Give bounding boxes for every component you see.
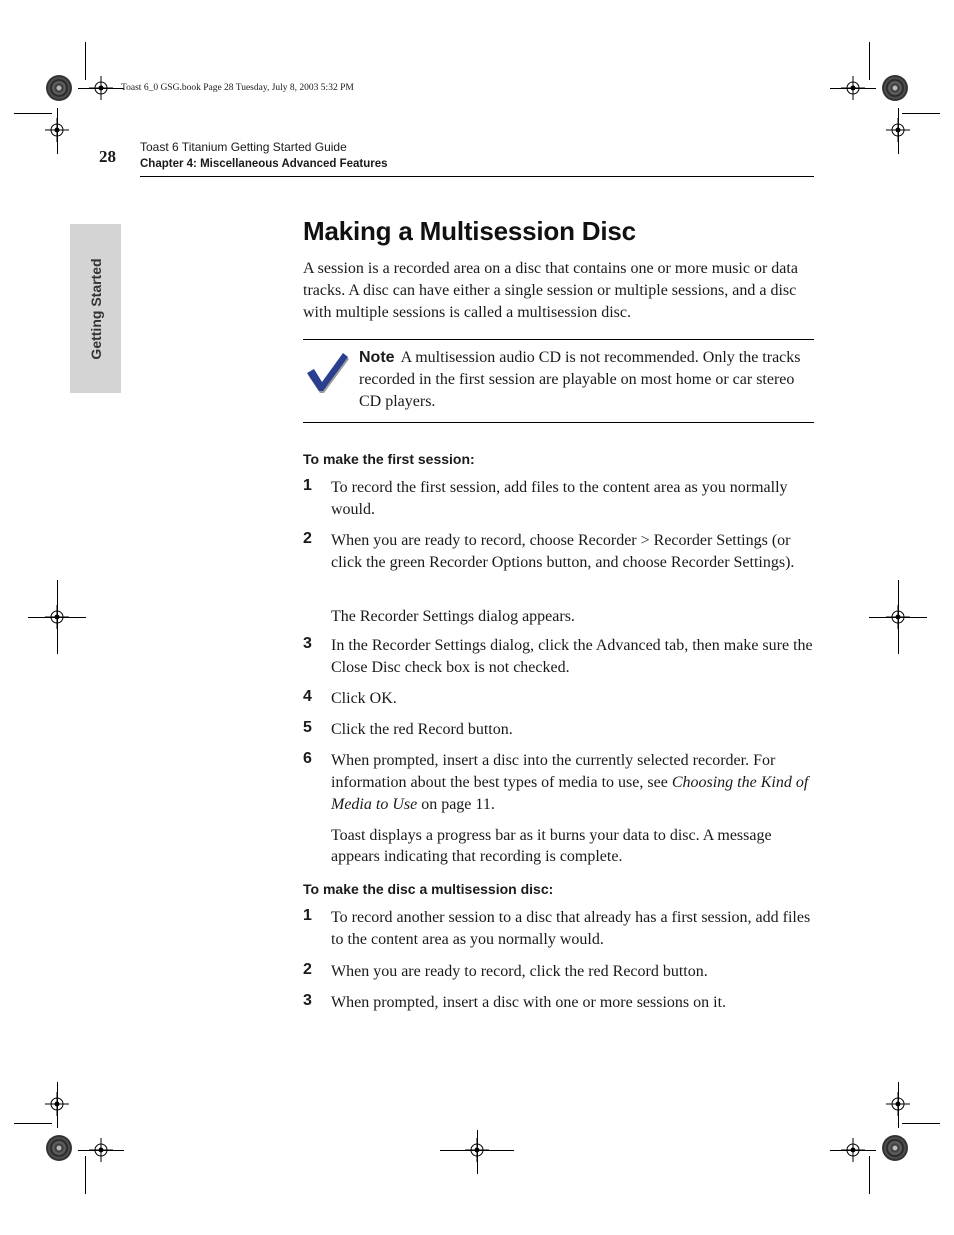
step-text-part: When prompted, insert a disc into the currently selected recorder. For information about the best types of media to use, see: [331, 752, 776, 791]
step-text: When you are ready to record, click the red Record button.: [331, 963, 708, 980]
slug-line: Toast 6_0 GSG.book Page 28 Tuesday, July 8, 2003 5:32 PM: [121, 83, 354, 93]
registration-ball-icon: [46, 75, 72, 101]
step-number: 2: [303, 530, 312, 547]
step-result: Toast displays a progress bar as it burns your data to disc. A message appears indicating that recording is complete.: [331, 827, 772, 865]
step-text: To record the first session, add files to the content area as you normally would.: [331, 479, 788, 518]
note-text: [359, 347, 809, 413]
intro-paragraph: A session is a recorded area on a disc that contains one or more music or data tracks. A disc can have either a single session or multiple sessions, and a disc with multiple sessions is called a multisession disc.: [303, 260, 798, 321]
step-text: To record another session to a disc that already has a first session, add files to the content area as you normally would.: [331, 909, 811, 948]
section: [303, 216, 815, 247]
step-number: 1: [303, 907, 312, 924]
registration-ball-icon: [882, 75, 908, 101]
checkmark-icon: [305, 349, 349, 393]
running-header-chapter: Chapter 4: Miscellaneous Advanced Features: [140, 158, 388, 170]
step-text: [331, 750, 815, 816]
step-text: When prompted, insert a disc with one or more sessions on it.: [331, 994, 727, 1011]
step-text: When you are ready to record, choose Recorder > Recorder Settings (or click the green Recorder Options button, and choose Recorder Settings).: [331, 532, 795, 571]
step-number: 6: [303, 750, 312, 767]
section-title: Making a Multisession Disc: [303, 216, 636, 246]
step-number: 3: [303, 635, 312, 652]
registration-ball-icon: [46, 1135, 72, 1161]
step-number: 4: [303, 688, 312, 705]
procedure-heading: To make the first session:: [303, 451, 475, 467]
step-number: 2: [303, 961, 312, 978]
registration-ball-icon: [882, 1135, 908, 1161]
header-rule: [140, 176, 814, 177]
step-result: The Recorder Settings dialog appears.: [331, 608, 575, 625]
side-tab: [70, 224, 121, 393]
step-number: 1: [303, 477, 312, 494]
step-text: In the Recorder Settings dialog, click the Advanced tab, then make sure the Close Disc check box is not checked.: [331, 637, 813, 676]
note-body: A multisession audio CD is not recommended. Only the tracks recorded in the first session are playable on most home or car stereo CD players.: [359, 349, 801, 410]
running-header-title: Toast 6 Titanium Getting Started Guide: [140, 140, 347, 154]
side-tab-label: Getting Started: [87, 257, 104, 360]
cross-reference: Choosing the Kind of Media to Use: [331, 774, 809, 813]
step-text: Click the red Record button.: [331, 721, 513, 738]
step-number: 5: [303, 719, 312, 736]
note-box: [303, 339, 814, 423]
page-number: 28: [99, 147, 116, 166]
note-label: Note: [359, 349, 395, 366]
step-text-part: on page 11.: [417, 796, 495, 813]
step-text: Click OK.: [331, 690, 397, 707]
step-number: 3: [303, 992, 312, 1009]
procedure-heading: To make the disc a multisession disc:: [303, 881, 554, 897]
